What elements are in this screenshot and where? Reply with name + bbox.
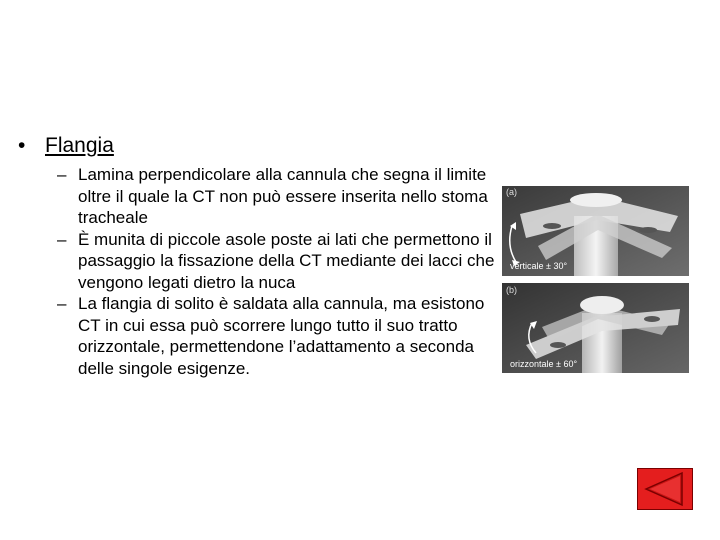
heading-flangia: Flangia	[45, 134, 114, 157]
figure-flange-horizontal	[502, 283, 689, 373]
sub-bullet-2	[57, 229, 497, 294]
sub-bullet-1	[57, 164, 497, 229]
bullet-symbol: •	[18, 134, 26, 157]
back-arrow-icon	[638, 469, 692, 509]
bullet-heading	[18, 134, 114, 158]
figure-b-tag: (b)	[506, 285, 517, 295]
figure-a-caption: verticale ± 30°	[510, 261, 568, 271]
sub-bullet-text: La flangia di solito è saldata alla cannula, ma esistono CT in cui essa può scorrere lungo tutto il suo tratto orizzontale, permettendone l’adattamento a seconda delle singole esigenze.	[78, 294, 485, 378]
figure-b-caption: orizzontale ± 60°	[510, 359, 578, 369]
dash-symbol: –	[57, 165, 67, 184]
figure-a-tag: (a)	[506, 187, 517, 197]
sub-bullet-text: Lamina perpendicolare alla cannula che segna il limite oltre il quale la CT non può essere inserita nello stoma tracheale	[78, 165, 488, 227]
dash-symbol: –	[57, 229, 67, 249]
sub-bullet-text: È munita di piccole asole poste ai lati che permettono il passaggio la fissazione della CT mediante dei lacci che vengono legati dietro la nuca	[78, 229, 495, 292]
sub-bullet-3	[57, 293, 497, 379]
back-nav-button[interactable]	[637, 468, 693, 510]
sub-bullet-list	[57, 164, 497, 379]
dash-symbol: –	[57, 294, 67, 313]
figure-flange-vertical	[502, 186, 689, 276]
